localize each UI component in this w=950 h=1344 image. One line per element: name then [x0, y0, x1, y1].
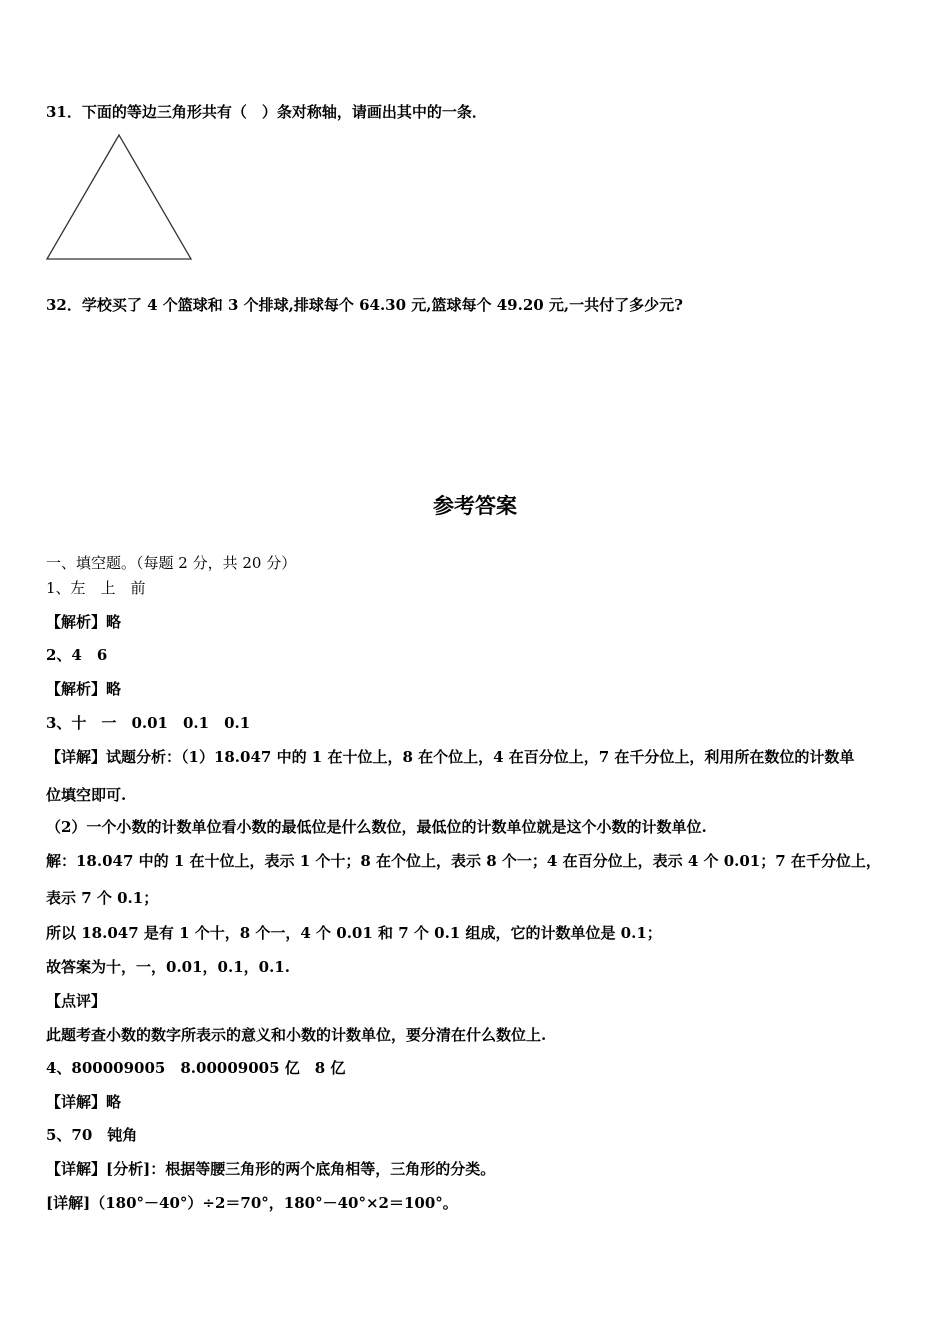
answer-3-detail-1: 【详解】试题分析：（1）18.047 中的 1 在十位上，8 在个位上，4 在百分位上，7 在千分位上，利用所在数位的计数单	[46, 748, 855, 766]
section-heading: 一、填空题。（每题 2 分，共 20 分）	[46, 554, 297, 572]
answer-3-detail-4: 解：18.047 中的 1 在十位上，表示 1 个十；8 在个位上，表示 8 个一；4 在百分位上，表示 4 个 0.01；7 在千分位上，	[46, 852, 881, 870]
answer-1: 1、左 上 前	[46, 579, 146, 597]
equilateral-triangle-figure	[44, 132, 196, 264]
answer-5: 5、70 钝角	[46, 1126, 138, 1144]
question-32: 32．学校买了 4 个篮球和 3 个排球,排球每个 64.30 元,篮球每个 49.20 元,一共付了多少元?	[46, 296, 683, 314]
answer-3-detail-5: 表示 7 个 0.1；	[46, 889, 159, 907]
answer-5-detail-1: 【详解】[分析]：根据等腰三角形的两个底角相等，三角形的分类。	[46, 1160, 496, 1178]
answer-5-detail-2: [详解]（180°－40°）÷2＝70°，180°－40°×2＝100°。	[46, 1194, 458, 1212]
question-31: 31．下面的等边三角形共有（ ）条对称轴，请画出其中的一条．	[46, 103, 487, 121]
answer-1-note: 【解析】略	[46, 613, 122, 631]
answer-3-comment: 此题考查小数的数字所表示的意义和小数的计数单位，要分清在什么数位上.	[46, 1026, 547, 1044]
answer-2-note: 【解析】略	[46, 680, 122, 698]
answer-3-detail-3: （2）一个小数的计数单位看小数的最低位是什么数位，最低位的计数单位就是这个小数的计数单位.	[46, 818, 707, 836]
answer-4-note: 【详解】略	[46, 1093, 122, 1111]
answer-4: 4、800009005 8.00009005 亿 8 亿	[46, 1059, 346, 1077]
answer-3-detail-6: 所以 18.047 是有 1 个十，8 个一，4 个 0.01 和 7 个 0.1 组成，它的计数单位是 0.1；	[46, 924, 662, 942]
answer-3-detail-2: 位填空即可.	[46, 786, 127, 804]
answer-3-comment-label: 【点评】	[46, 992, 107, 1010]
answer-3: 3、十 一 0.01 0.1 0.1	[46, 714, 251, 732]
answer-3-detail-7: 故答案为十，一，0.01，0.1，0.1.	[46, 958, 290, 976]
answer-2: 2、4 6	[46, 646, 108, 664]
answer-title: 参考答案	[433, 494, 517, 518]
